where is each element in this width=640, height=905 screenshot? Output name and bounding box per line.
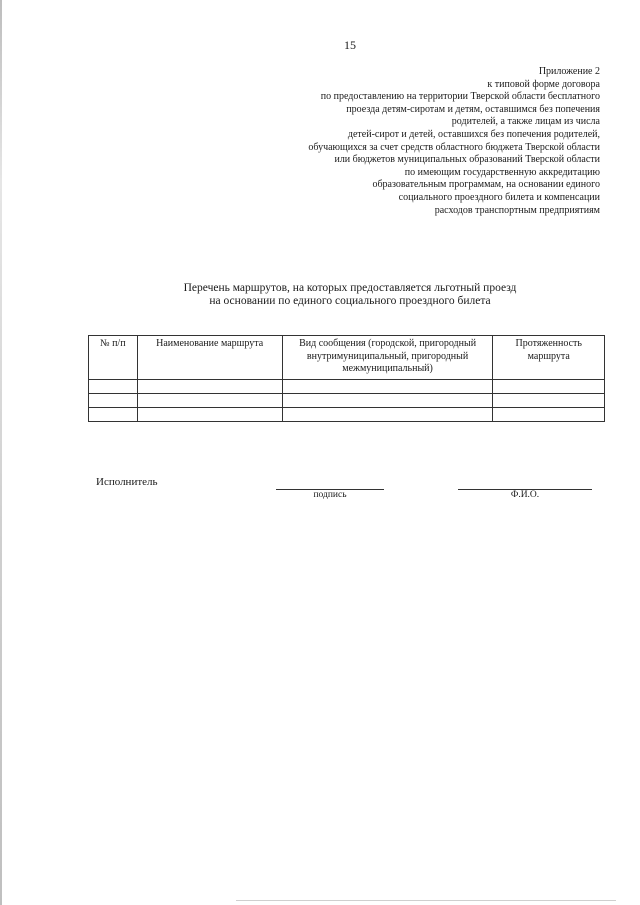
appendix-line: по предоставлению на территории Тверской области бесплатного (320, 91, 600, 103)
routes-table (88, 335, 605, 422)
table-cell (137, 380, 282, 394)
table-cell (137, 408, 282, 422)
appendix-line: Приложение 2 (538, 66, 600, 77)
table-cell (89, 394, 138, 408)
appendix-line: к типовой форме договора (487, 78, 600, 90)
table-cell (282, 394, 493, 408)
appendix-header (240, 66, 600, 217)
appendix-line: детей-сирот и детей, оставшихся без попечения родителей, (347, 128, 600, 140)
page-number: 15 (344, 38, 356, 52)
appendix-line: расходов транспортным предприятиям (434, 204, 600, 216)
header-number: № п/п (89, 336, 138, 380)
header-service-type: Вид сообщения (городской, пригородный внутримуниципальный, пригородный межмуниципальный) (282, 336, 493, 380)
table-row (89, 408, 605, 422)
executor-label: Исполнитель (96, 476, 158, 488)
scan-left-edge (0, 0, 2, 905)
table-cell (137, 394, 282, 408)
scan-bottom-edge (236, 900, 616, 901)
list-title-line: Перечень маршрутов, на которых предоставляется льготный проезд (183, 282, 517, 294)
header-route-length: Протяженность маршрута (493, 336, 605, 380)
table-cell (282, 380, 493, 394)
table-row (89, 380, 605, 394)
signature-caption: подпись (313, 490, 347, 500)
appendix-line: социального проездного билета и компенсации (398, 191, 600, 203)
table-cell (89, 380, 138, 394)
appendix-line: или бюджетов муниципальных образований Тверской области (334, 154, 600, 166)
full-name-caption: Ф.И.О. (510, 490, 540, 500)
appendix-line: проезда детям-сиротам и детям, оставшимся без попечения (346, 103, 600, 115)
list-title (150, 282, 550, 308)
list-title-line: на основании по единого социального проездного билета (209, 295, 491, 307)
appendix-line: обучающихся за счет средств областного бюджета Тверской области (308, 141, 600, 153)
table-cell (89, 408, 138, 422)
appendix-line: по имеющим государственную аккредитацию (404, 166, 600, 178)
appendix-line: образовательным программам, на основании единого (372, 179, 600, 191)
table-cell (282, 408, 493, 422)
appendix-line: родителей, а также лицам из числа (451, 116, 600, 128)
table-cell (493, 380, 605, 394)
table-cell (493, 394, 605, 408)
table-row (89, 394, 605, 408)
table-header-row (89, 336, 605, 380)
table-cell (493, 408, 605, 422)
header-route-name: Наименование маршрута (137, 336, 282, 380)
